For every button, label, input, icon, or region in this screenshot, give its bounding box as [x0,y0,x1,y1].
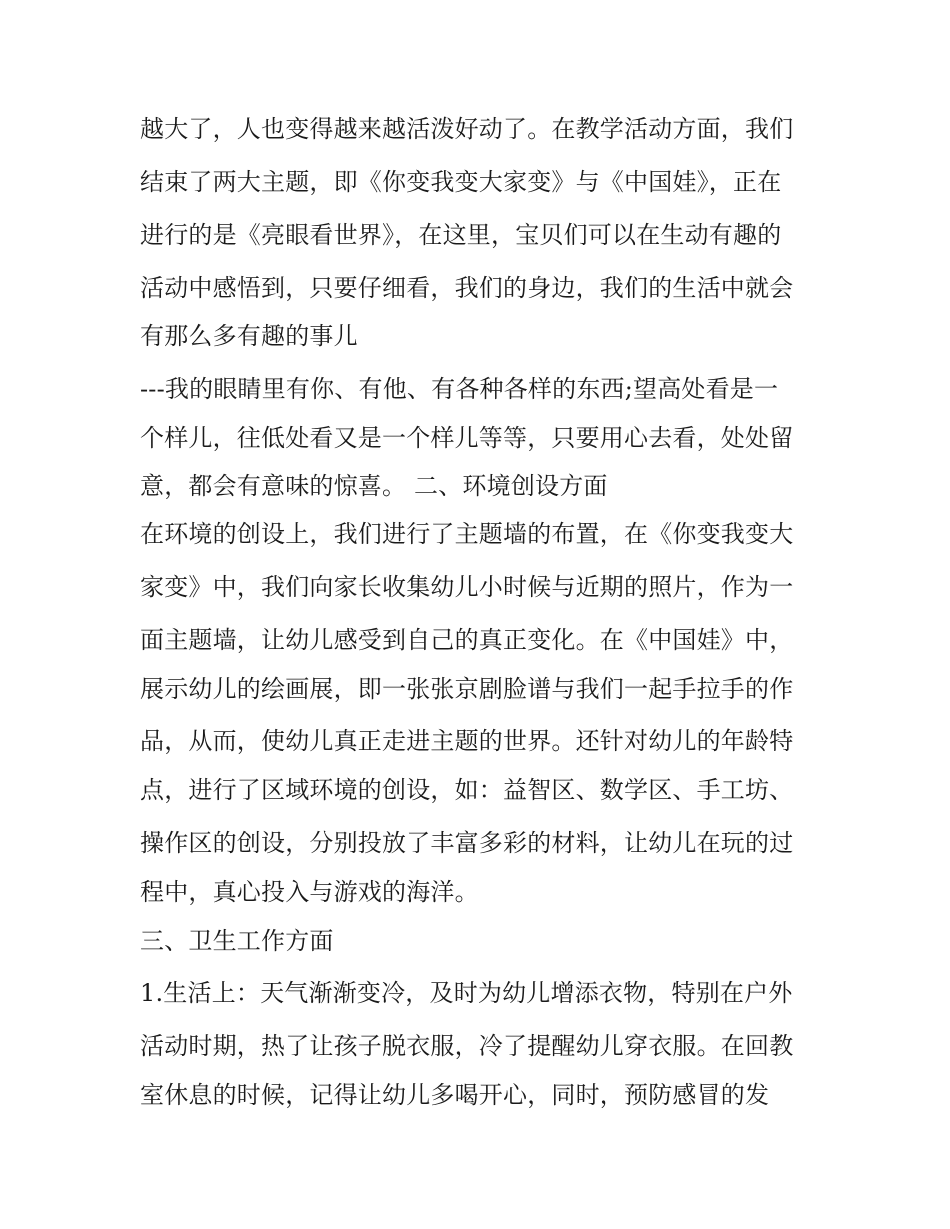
text-line: 进行的是《亮眼看世界》，在这里，宝贝们可以在生动有趣的 [140,221,782,249]
text-line: 1.生活上：天气渐渐变冷，及时为幼儿增添衣物，特别在户外 [140,979,793,1007]
text-line: 有那么多有趣的事儿 [140,322,358,350]
text-line: 意，都会有意味的惊喜。 二、环境创设方面 [140,472,608,500]
text-line: 室休息的时候，记得让幼儿多喝开心，同时，预防感冒的发 [140,1081,770,1109]
text-line: 个样儿，往低处看又是一个样儿等等，只要用心去看，处处留 [140,424,794,452]
section-heading: 三、卫生工作方面 [140,927,334,955]
text-line: 操作区的创设，分别投放了丰富多彩的材料，让幼儿在玩的过 [140,829,794,857]
text-line: 面主题墙，让幼儿感受到自己的真正变化。在《中国娃》中， [140,626,794,654]
text-line: 家变》中，我们向家长收集幼儿小时候与近期的照片，作为一 [140,573,794,601]
text-line: 程中，真心投入与游戏的海洋。 [140,878,479,906]
text-line: 在环境的创设上，我们进行了主题墙的布置，在《你变我变大 [140,520,794,548]
text-line: 活动中感悟到，只要仔细看，我们的身边，我们的生活中就会 [140,274,794,302]
text-line: 展示幼儿的绘画展，即一张张京剧脸谱与我们一起手拉手的作 [140,675,794,703]
text-line: ---我的眼睛里有你、有他、有各种各样的东西;望高处看是一 [140,375,779,403]
text-line: 结束了两大主题，即《你变我变大家变》与《中国娃》，正在 [140,168,782,196]
text-line: 品，从而，使幼儿真正走进主题的世界。还针对幼儿的年龄特 [140,727,794,755]
text-line: 活动时期，热了让孩子脱衣服，冷了提醒幼儿穿衣服。在回教 [140,1032,794,1060]
text-line: 越大了，人也变得越来越活泼好动了。在教学活动方面，我们 [140,115,794,143]
text-line: 点，进行了区域环境的创设，如：益智区、数学区、手工坊、 [140,776,794,804]
